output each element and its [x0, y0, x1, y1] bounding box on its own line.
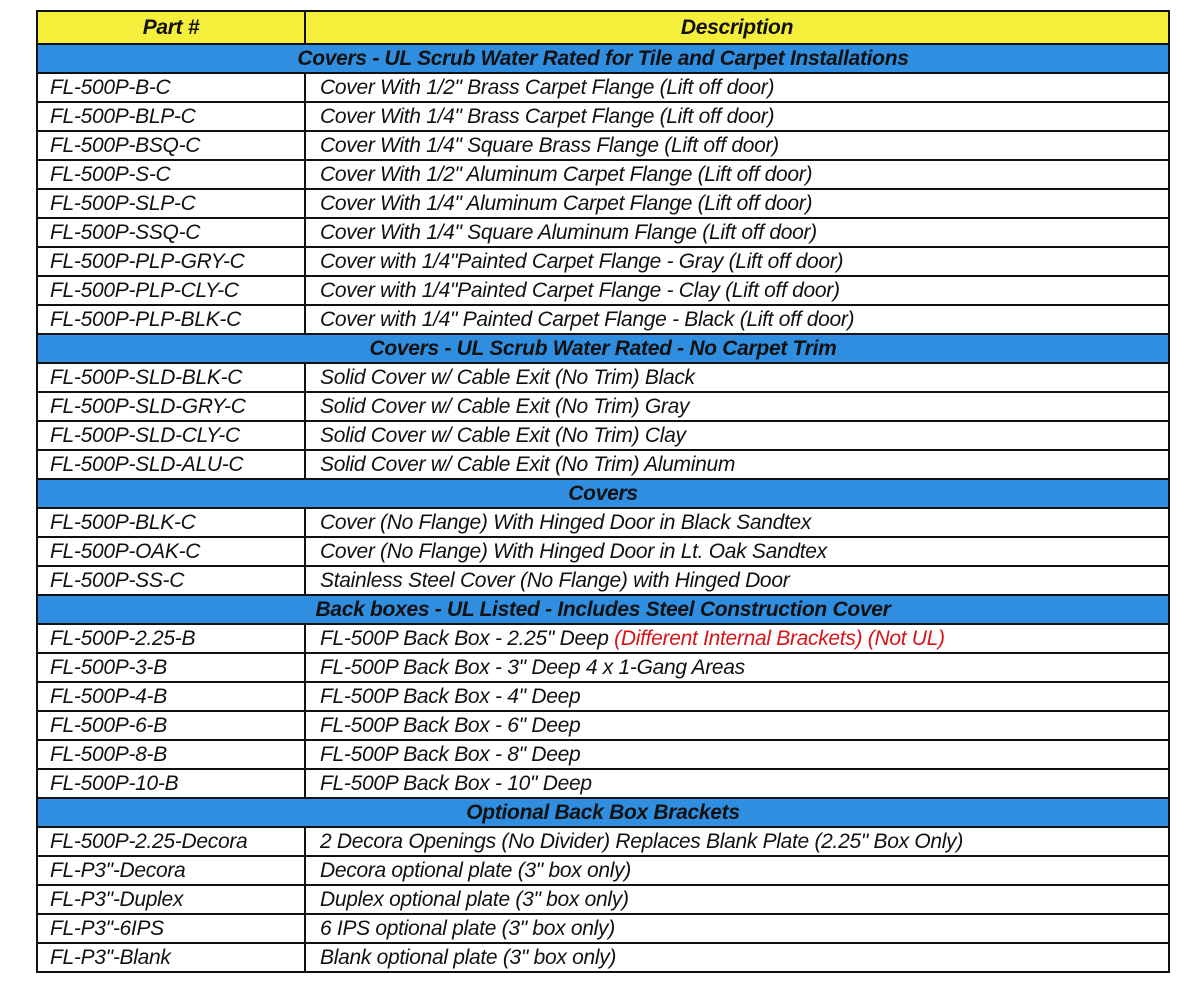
description-cell — [305, 740, 1169, 769]
table-row — [37, 247, 1169, 276]
description-text: Cover With 1/4" Square Brass Flange (Lift off door) — [320, 134, 779, 157]
part-number-cell: FL-500P-BLK-C — [37, 508, 305, 537]
section-title: Covers - UL Scrub Water Rated for Tile and Carpet Installations — [37, 44, 1169, 73]
description-text: FL-500P Back Box - 8" Deep — [320, 743, 581, 766]
description-cell — [305, 305, 1169, 334]
section-header-row — [37, 334, 1169, 363]
table-row — [37, 682, 1169, 711]
table-row — [37, 885, 1169, 914]
description-text: Solid Cover w/ Cable Exit (No Trim) Gray — [320, 395, 690, 418]
part-number-cell: FL-500P-6-B — [37, 711, 305, 740]
description-text: Cover With 1/4" Aluminum Carpet Flange (Lift off door) — [320, 192, 813, 215]
description-cell — [305, 102, 1169, 131]
description-cell — [305, 73, 1169, 102]
table-row — [37, 943, 1169, 972]
description-cell — [305, 943, 1169, 972]
description-text: Cover (No Flange) With Hinged Door in Black Sandtex — [320, 511, 812, 534]
table-row — [37, 392, 1169, 421]
table-row — [37, 914, 1169, 943]
description-text: Cover With 1/4" Brass Carpet Flange (Lift off door) — [320, 105, 775, 128]
section-header-row — [37, 798, 1169, 827]
description-cell — [305, 189, 1169, 218]
table-row — [37, 73, 1169, 102]
part-number-cell: FL-500P-8-B — [37, 740, 305, 769]
description-cell — [305, 624, 1169, 653]
part-number-cell: FL-500P-PLP-CLY-C — [37, 276, 305, 305]
part-number-cell: FL-500P-2.25-Decora — [37, 827, 305, 856]
description-cell — [305, 885, 1169, 914]
part-number-header: Part # — [37, 11, 305, 44]
description-cell — [305, 711, 1169, 740]
header-row — [37, 11, 1169, 44]
description-cell — [305, 160, 1169, 189]
table-row — [37, 218, 1169, 247]
section-header-row — [37, 44, 1169, 73]
part-number-cell: FL-P3"-Decora — [37, 856, 305, 885]
table-row — [37, 653, 1169, 682]
part-number-cell: FL-500P-SLD-CLY-C — [37, 421, 305, 450]
description-text: Cover with 1/4"Painted Carpet Flange - Clay (Lift off door) — [320, 279, 840, 302]
description-cell — [305, 856, 1169, 885]
description-text: FL-500P Back Box - 4" Deep — [320, 685, 581, 708]
description-text: Cover With 1/2" Aluminum Carpet Flange (Lift off door) — [320, 163, 813, 186]
parts-table-container — [36, 10, 1168, 973]
description-cell — [305, 450, 1169, 479]
description-cell — [305, 508, 1169, 537]
description-text: Solid Cover w/ Cable Exit (No Trim) Aluminum — [320, 453, 736, 476]
part-number-cell: FL-500P-4-B — [37, 682, 305, 711]
table-row — [37, 421, 1169, 450]
description-header: Description — [305, 11, 1169, 44]
description-cell — [305, 537, 1169, 566]
part-number-cell: FL-500P-10-B — [37, 769, 305, 798]
description-text: Blank optional plate (3" box only) — [320, 946, 617, 969]
table-row — [37, 537, 1169, 566]
description-text: FL-500P Back Box - 2.25" Deep — [320, 627, 615, 650]
part-number-cell: FL-P3"-Duplex — [37, 885, 305, 914]
table-row — [37, 160, 1169, 189]
table-row — [37, 827, 1169, 856]
table-row — [37, 450, 1169, 479]
part-number-cell: FL-500P-SS-C — [37, 566, 305, 595]
description-text: Decora optional plate (3" box only) — [320, 859, 631, 882]
section-title: Covers - UL Scrub Water Rated - No Carpet Trim — [37, 334, 1169, 363]
description-text: Duplex optional plate (3" box only) — [320, 888, 629, 911]
part-number-cell: FL-500P-BLP-C — [37, 102, 305, 131]
description-text: Solid Cover w/ Cable Exit (No Trim) Clay — [320, 424, 686, 447]
part-number-cell: FL-500P-3-B — [37, 653, 305, 682]
table-row — [37, 102, 1169, 131]
description-cell — [305, 131, 1169, 160]
table-row — [37, 131, 1169, 160]
part-number-cell: FL-500P-B-C — [37, 73, 305, 102]
part-number-cell: FL-500P-OAK-C — [37, 537, 305, 566]
description-text: Solid Cover w/ Cable Exit (No Trim) Black — [320, 366, 695, 389]
description-text: Stainless Steel Cover (No Flange) with Hinged Door — [320, 569, 790, 592]
part-number-cell: FL-500P-SLD-GRY-C — [37, 392, 305, 421]
table-row — [37, 856, 1169, 885]
description-cell — [305, 218, 1169, 247]
table-row — [37, 740, 1169, 769]
description-cell — [305, 682, 1169, 711]
part-number-cell: FL-500P-SLD-ALU-C — [37, 450, 305, 479]
section-title: Back boxes - UL Listed - Includes Steel Construction Cover — [37, 595, 1169, 624]
description-text: 6 IPS optional plate (3" box only) — [320, 917, 615, 940]
part-number-cell: FL-500P-S-C — [37, 160, 305, 189]
table-row — [37, 624, 1169, 653]
description-cell — [305, 276, 1169, 305]
description-text: Cover With 1/2" Brass Carpet Flange (Lift off door) — [320, 76, 775, 99]
description-text: Cover (No Flange) With Hinged Door in Lt. Oak Sandtex — [320, 540, 827, 563]
description-cell — [305, 769, 1169, 798]
section-header-row — [37, 479, 1169, 508]
table-body — [37, 44, 1169, 972]
part-number-cell: FL-P3"-Blank — [37, 943, 305, 972]
part-number-cell: FL-500P-SLP-C — [37, 189, 305, 218]
description-text: 2 Decora Openings (No Divider) Replaces Blank Plate (2.25" Box Only) — [320, 830, 964, 853]
warning-note: (Different Internal Brackets) (Not UL) — [614, 627, 945, 650]
description-text: FL-500P Back Box - 3" Deep 4 x 1-Gang Areas — [320, 656, 745, 679]
table-row — [37, 566, 1169, 595]
description-text: FL-500P Back Box - 10" Deep — [320, 772, 592, 795]
table-row — [37, 711, 1169, 740]
description-cell — [305, 566, 1169, 595]
description-text: Cover with 1/4" Painted Carpet Flange - Black (Lift off door) — [320, 308, 855, 331]
description-cell — [305, 392, 1169, 421]
parts-table — [36, 10, 1170, 973]
part-number-cell: FL-500P-BSQ-C — [37, 131, 305, 160]
section-header-row — [37, 595, 1169, 624]
part-number-cell: FL-P3"-6IPS — [37, 914, 305, 943]
section-title: Optional Back Box Brackets — [37, 798, 1169, 827]
section-title: Covers — [37, 479, 1169, 508]
table-row — [37, 189, 1169, 218]
table-row — [37, 276, 1169, 305]
description-cell — [305, 363, 1169, 392]
part-number-cell: FL-500P-SSQ-C — [37, 218, 305, 247]
description-cell — [305, 914, 1169, 943]
part-number-cell: FL-500P-2.25-B — [37, 624, 305, 653]
description-cell — [305, 653, 1169, 682]
description-text: Cover with 1/4"Painted Carpet Flange - Gray (Lift off door) — [320, 250, 844, 273]
table-row — [37, 508, 1169, 537]
description-cell — [305, 247, 1169, 276]
part-number-cell: FL-500P-PLP-BLK-C — [37, 305, 305, 334]
part-number-cell: FL-500P-SLD-BLK-C — [37, 363, 305, 392]
part-number-cell: FL-500P-PLP-GRY-C — [37, 247, 305, 276]
table-row — [37, 769, 1169, 798]
description-text: Cover With 1/4" Square Aluminum Flange (Lift off door) — [320, 221, 817, 244]
table-header — [37, 11, 1169, 44]
table-row — [37, 363, 1169, 392]
description-cell — [305, 827, 1169, 856]
table-row — [37, 305, 1169, 334]
description-cell — [305, 421, 1169, 450]
description-text: FL-500P Back Box - 6" Deep — [320, 714, 581, 737]
